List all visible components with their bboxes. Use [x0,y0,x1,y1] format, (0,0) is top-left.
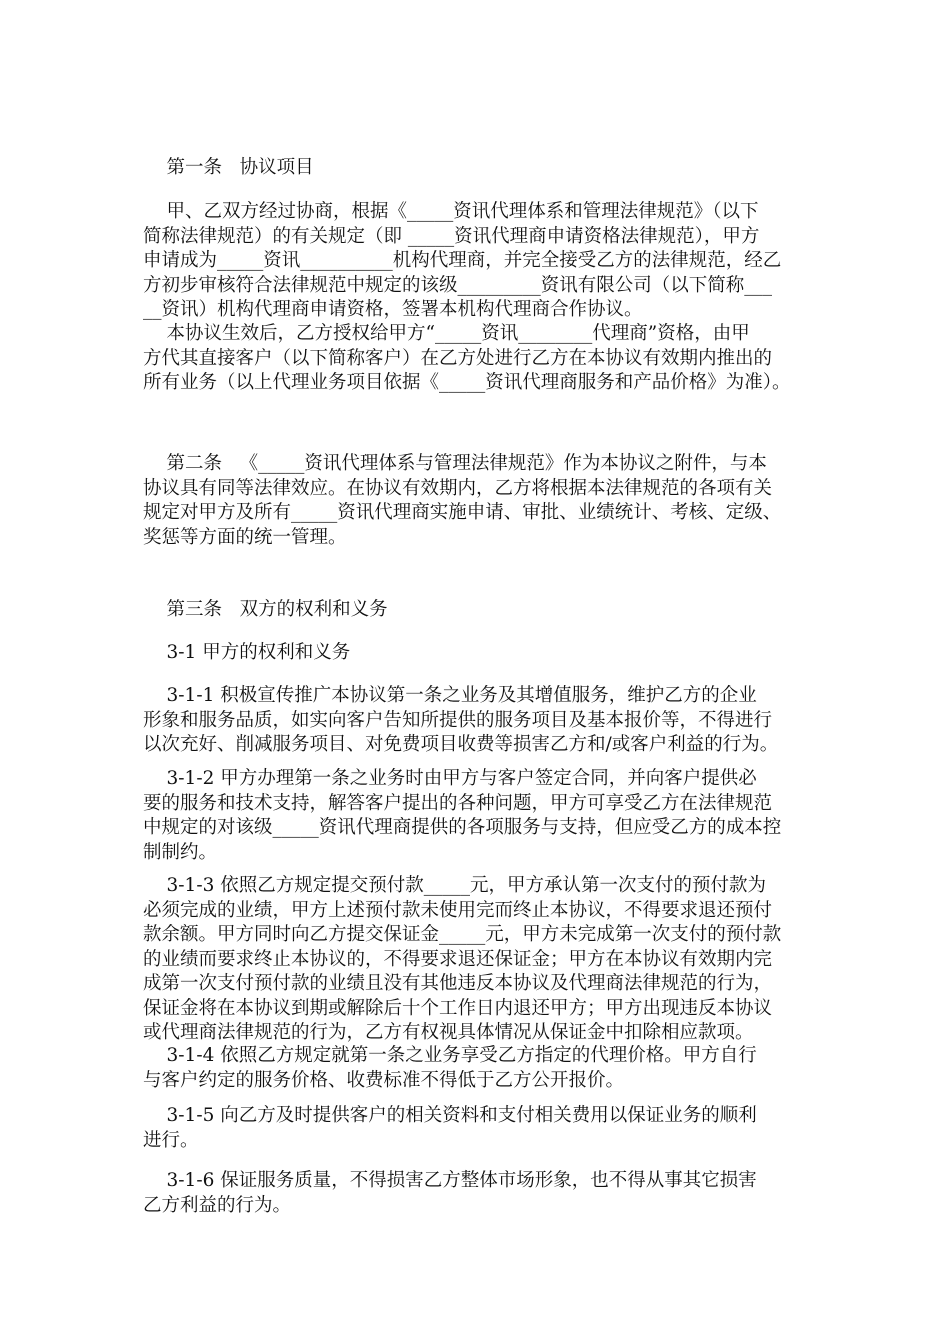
text-line: 进行。 [143,1129,199,1151]
clause-3-1-6 [143,1169,815,1218]
clause-3-1-5 [143,1104,815,1153]
text-line: 乙方利益的行为。 [143,1194,292,1216]
text-line: 3-1-6 保证服务质量，不得损害乙方整体市场形象，也不得从事其它损害 [143,1170,757,1191]
text-line: 3-1-5 向乙方及时提供客户的相关资料和支付相关费用以保证业务的顺利 [143,1105,757,1126]
text-line: 形象和服务品质，如实向客户告知所提供的服务项目及基本报价等，不得进行 [143,709,773,731]
article-3-heading [143,598,815,623]
section-3-1-heading [143,641,815,666]
text-line: 方代其直接客户（以下简称客户）在乙方处进行乙方在本协议有效期内推出的 [143,347,773,369]
text-line: 简称法律规范）的有关规定（即 _____资讯代理商申请资格法律规范），甲方 [143,225,760,247]
text-line: 第一条 协议项目 [143,157,314,178]
text-line: 第二条 《_____资讯代理体系与管理法律规范》作为本协议之附件，与本 [143,453,767,474]
article-1-paragraph-2 [143,322,815,396]
text-line: 奖惩等方面的统一管理。 [143,526,347,548]
text-line: 款余额。甲方同时向乙方提交保证金_____元，甲方未完成第一次支付的预付款 [143,924,782,945]
text-line: 申请成为_____资讯__________机构代理商，并完全接受乙方的法律规范，经乙 [143,250,782,271]
text-line: 3-1-2 甲方办理第一条之业务时由甲方与客户签定合同，并向客户提供必 [143,768,757,789]
clause-3-1-1 [143,684,815,758]
text-line: 与客户约定的服务价格、收费标准不得低于乙方公开报价。 [143,1069,625,1091]
text-line: 以次充好、削减服务项目、对免费项目收费等损害乙方和/或客户利益的行为。 [143,734,779,755]
text-line: 成第一次支付预付款的业绩且没有其他违反本协议及代理商法律规范的行为， [143,973,773,994]
text-line: 第三条 双方的权利和义务 [143,599,388,620]
text-line: 中规定的对该级_____资讯代理商提供的各项服务与支持，但应受乙方的成本控 [143,817,782,838]
article-2-paragraph [143,452,815,550]
text-line: 规定对甲方及所有_____资讯代理商实施申请、审批、业绩统计、考核、定级、 [143,502,782,523]
text-line: 保证金将在本协议到期或解除后十个工作日内退还甲方；甲方出现违反本协议 [143,997,773,1019]
text-line: 3-1-4 依照乙方规定就第一条之业务享受乙方指定的代理价格。甲方自行 [143,1045,757,1066]
text-line: __资讯）机构代理商申请资格，签署本机构代理商合作协议。 [143,299,643,320]
text-line: 甲、乙双方经过协商，根据《_____资讯代理体系和管理法律规范》（以下 [143,201,759,222]
text-line: 3-1-1 积极宣传推广本协议第一条之业务及其增值服务，维护乙方的企业 [143,685,757,706]
article-1-heading [143,156,815,181]
text-line: 本协议生效后，乙方授权给甲方“_____资讯________代理商”资格，由甲 [143,323,750,344]
clause-3-1-4 [143,1044,815,1093]
article-1-paragraph-1 [143,200,815,323]
text-line: 3-1 甲方的权利和义务 [143,642,351,663]
text-line: 制制约。 [143,841,218,863]
text-line: 的业绩而要求终止本协议的，不得要求退还保证金；甲方在本协议有效期内完 [143,948,773,970]
text-line: 要的服务和技术支持，解答客户提出的各种问题，甲方可享受乙方在法律规范 [143,792,773,814]
text-line: 所有业务（以上代理业务项目依据《_____资讯代理商服务和产品价格》为准）。 [143,372,791,393]
text-line: 协议具有同等法律效应。在协议有效期内，乙方将根据本法律规范的各项有关 [143,477,773,499]
text-line: 3-1-3 依照乙方规定提交预付款_____元，甲方承认第一次支付的预付款为 [143,875,766,896]
text-line: 或代理商法律规范的行为，乙方有权视具体情况从保证金中扣除相应款项。 [143,1022,754,1043]
clause-3-1-3 [143,874,815,1046]
text-line: 方初步审核符合法律规范中规定的该级_________资讯有限公司（以下简称___ [143,274,773,296]
clause-3-1-2 [143,767,815,865]
text-line: 必须完成的业绩，甲方上述预付款未使用完而终止本协议，不得要求退还预付 [143,899,773,921]
